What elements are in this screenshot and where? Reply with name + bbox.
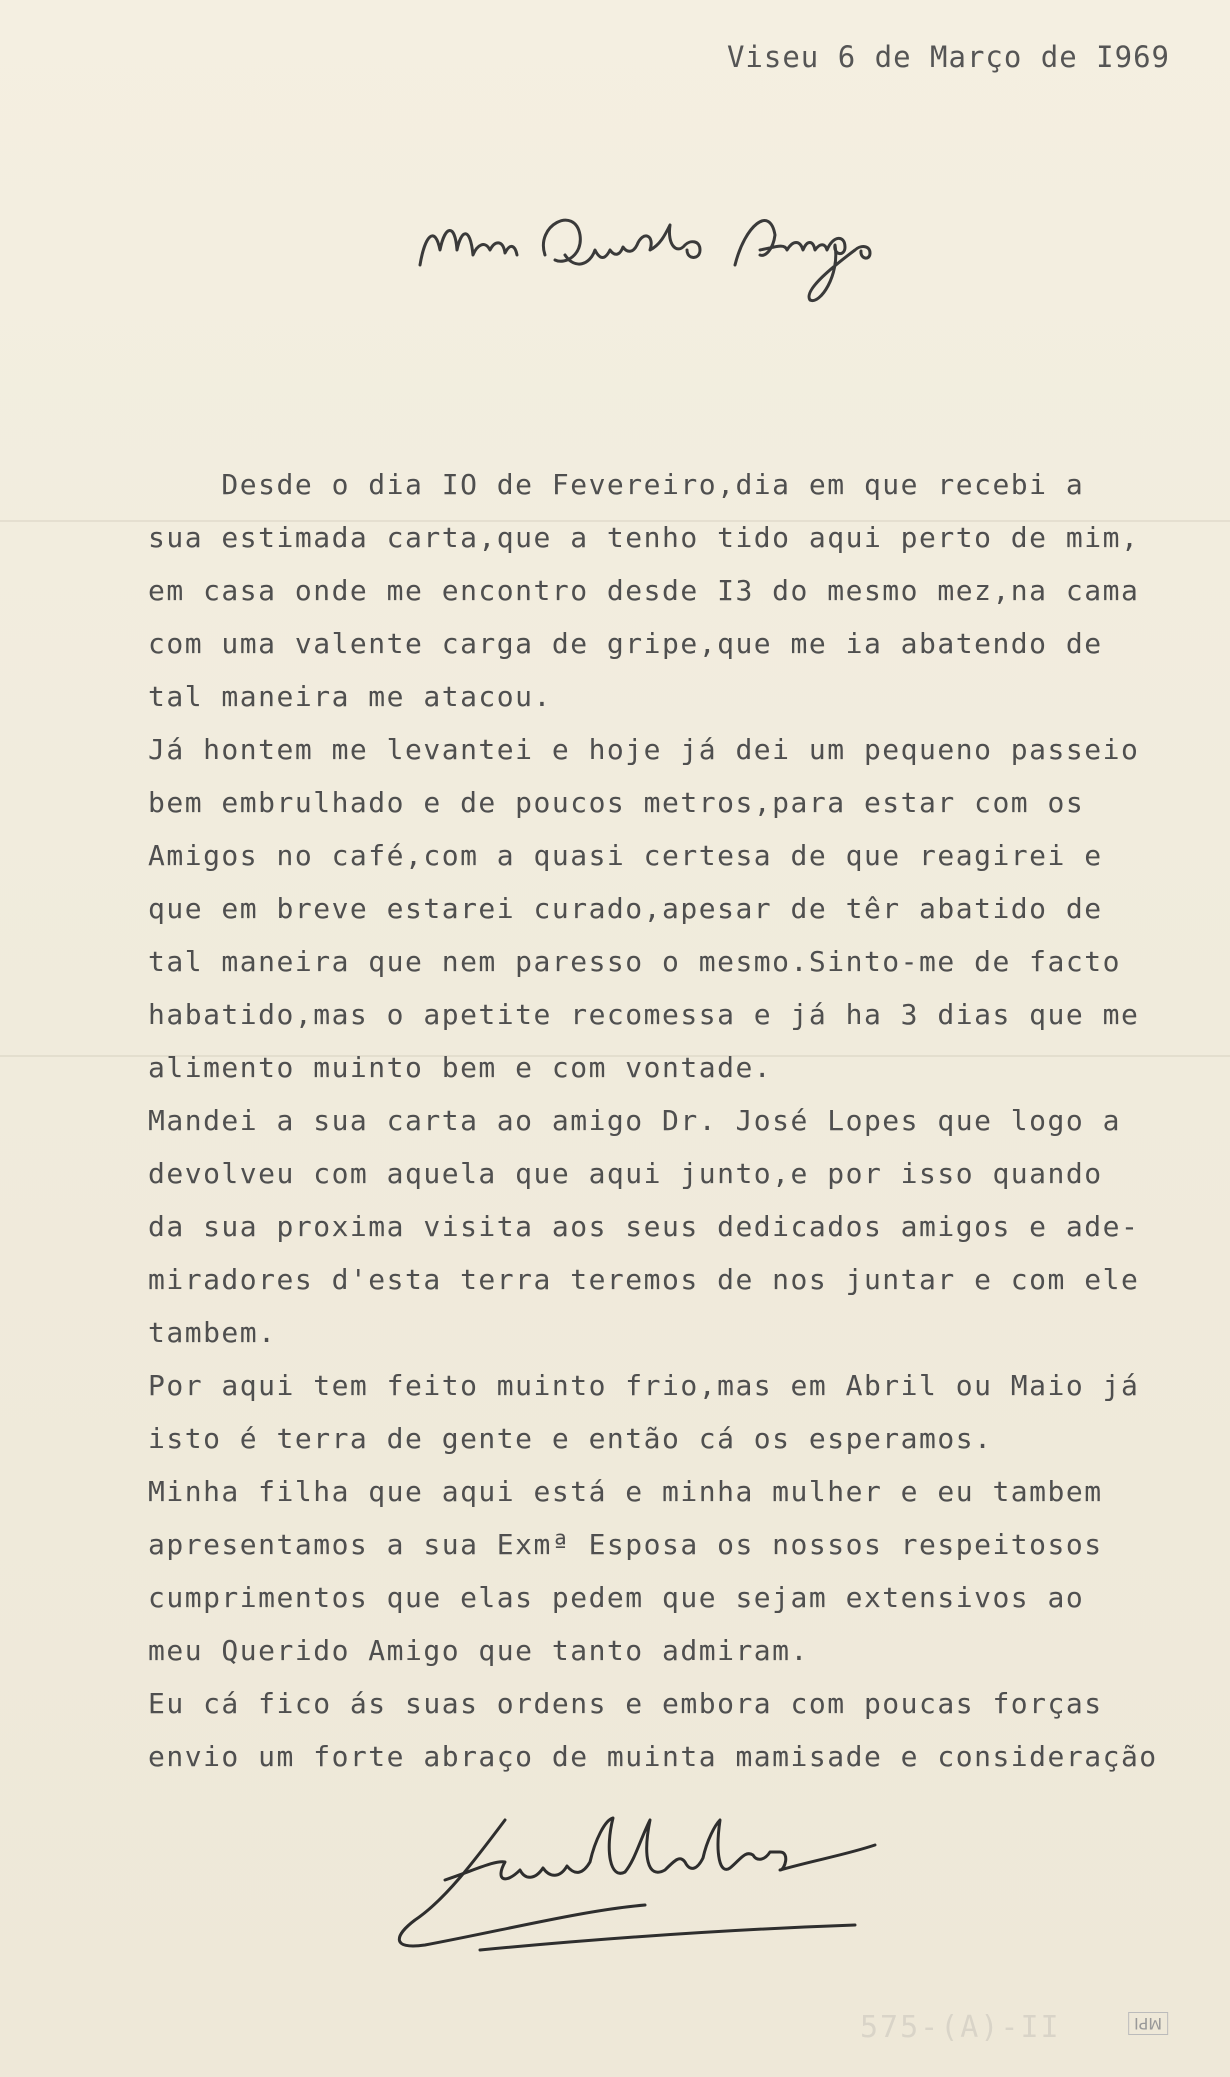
handwritten-signature xyxy=(385,1800,945,1960)
signature-script-icon xyxy=(385,1800,945,1960)
letter-line: tal maneira me atacou. xyxy=(148,680,552,713)
letter-line: habatido,mas o apetite recomessa e já ha 3 dias que me xyxy=(148,998,1140,1031)
archive-stamp: MPI xyxy=(1128,2012,1168,2035)
letter-date: Viseu 6 de Março de I969 xyxy=(726,40,1170,74)
letter-line: bem embrulhado e de poucos metros,para estar com os xyxy=(148,786,1085,819)
handwritten-salutation xyxy=(415,195,1015,315)
salutation-script-icon xyxy=(415,195,1015,315)
letter-line: Por aqui tem feito muinto frio,mas em Abril ou Maio já xyxy=(148,1369,1140,1402)
letter-line: em casa onde me encontro desde I3 do mesmo mez,na cama xyxy=(148,574,1140,607)
letter-line: Minha filha que aqui está e minha mulher e eu tambem xyxy=(148,1475,1103,1508)
archive-reference: 575-(A)-II xyxy=(860,2010,1061,2045)
letter-line: da sua proxima visita aos seus dedicados amigos e ade- xyxy=(148,1210,1140,1243)
letter-line: Desde o dia IO de Fevereiro,dia em que recebi a xyxy=(148,468,1085,501)
letter-line: sua estimada carta,que a tenho tido aqui perto de mim, xyxy=(148,521,1140,554)
letter-line: Amigos no café,com a quasi certesa de que reagirei e xyxy=(148,839,1103,872)
letter-line: cumprimentos que elas pedem que sejam extensivos ao xyxy=(148,1581,1085,1614)
letter-line: Eu cá fico ás suas ordens e embora com poucas forças xyxy=(148,1687,1103,1720)
letter-line: alimento muinto bem e com vontade. xyxy=(148,1051,773,1084)
letter-line: que em breve estarei curado,apesar de têr abatido de xyxy=(148,892,1103,925)
letter-line: tambem. xyxy=(148,1316,277,1349)
letter-body xyxy=(148,458,1208,1783)
letter-line: envio um forte abraço de muinta mamisade e consideração xyxy=(148,1740,1158,1773)
letter-line: miradores d'esta terra teremos de nos juntar e com ele xyxy=(148,1263,1140,1296)
letter-line: tal maneira que nem paresso o mesmo.Sinto-me de facto xyxy=(148,945,1121,978)
letter-line: com uma valente carga de gripe,que me ia abatendo de xyxy=(148,627,1103,660)
letter-line: devolveu com aquela que aqui junto,e por isso quando xyxy=(148,1157,1103,1190)
letter-line: apresentamos a sua Exmª Esposa os nossos respeitosos xyxy=(148,1528,1103,1561)
letter-line: Já hontem me levantei e hoje já dei um pequeno passeio xyxy=(148,733,1140,766)
letter-line: meu Querido Amigo que tanto admiram. xyxy=(148,1634,809,1667)
letter-line: Mandei a sua carta ao amigo Dr. José Lopes que logo a xyxy=(148,1104,1121,1137)
letter-line: isto é terra de gente e então cá os esperamos. xyxy=(148,1422,993,1455)
